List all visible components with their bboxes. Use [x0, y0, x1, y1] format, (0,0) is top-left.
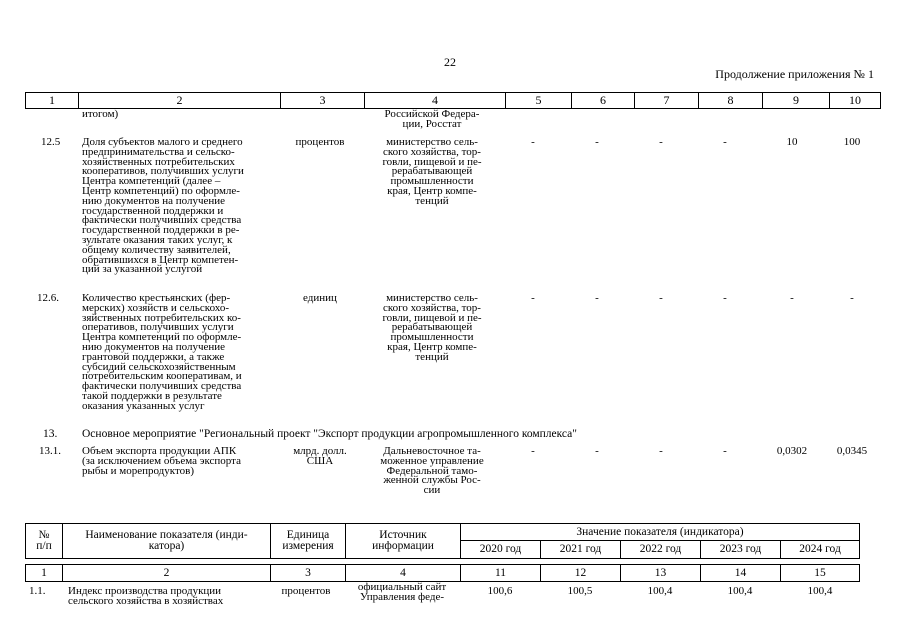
h-num: № п/п — [26, 524, 63, 559]
h-year-2024: 2024 год — [781, 541, 860, 559]
row-13-1-v7: - — [659, 445, 663, 457]
header-cell-10: 10 — [830, 93, 881, 109]
row-12-6-v6: - — [595, 292, 599, 304]
idx-13: 13 — [621, 565, 701, 582]
row-12-5-unit: процентов — [295, 136, 345, 148]
row-13-1-unit: млрд. долл. США — [293, 445, 347, 467]
row-12-5-v9: 10 — [786, 136, 798, 148]
row-1-1-v2024: 100,4 — [807, 585, 833, 597]
row-12-6-unit: единиц — [303, 292, 337, 304]
row-12-6-name: Количество крестьянских (фер- мерских) хозяйств и сельскохо- зяйственных потребительских ко- оперативов, получивших услуги Центра компетенций по оформле- нию документов на получение грантовой поддержки, а также субсидий сельскохозяйственным потребительским кооперативам, и фактически получивших средства такой поддержки в результате оказания указанных услуг — [82, 292, 242, 412]
h-year-2020: 2020 год — [461, 541, 541, 559]
section-13-num: 13. — [43, 428, 58, 440]
row-12-6-num: 12.6. — [37, 292, 59, 304]
idx-3: 3 — [271, 565, 346, 582]
row-12-5-num: 12.5 — [41, 136, 61, 148]
row-1-1-v2020: 100,6 — [487, 585, 513, 597]
h-year-2021: 2021 год — [541, 541, 621, 559]
header-cell-9: 9 — [763, 93, 830, 109]
continuation-label: Продолжение приложения № 1 — [715, 67, 874, 81]
idx-14: 14 — [701, 565, 781, 582]
table-header-top — [25, 92, 881, 109]
section-13-title: Основное мероприятие "Региональный проект "Экспорт продукции агропромышленного комплекса" — [82, 428, 577, 440]
row-12-5-v6: - — [595, 136, 599, 148]
row-12-6-source: министерство сель- ского хозяйства, тор- говли, пищевой и пе- рерабатывающей промышленности края, Центр компе- тенций — [382, 292, 482, 363]
header-cell-2: 2 — [79, 93, 281, 109]
page-number: 22 — [444, 55, 456, 69]
cont-row-source: Российской Федера- ции, Росстат — [384, 108, 480, 130]
row-12-6-v10: - — [850, 292, 854, 304]
row-13-1-v10: 0,0345 — [836, 445, 868, 457]
idx-12: 12 — [541, 565, 621, 582]
row-12-5-name: Доля субъектов малого и среднего предпринимательства и сельско- хозяйственных потребительских кооперативов, получивших услуги Центра компетенций (далее – Центр компетенций) по оформле- нию документов на получение государственной поддержки и фактически получивших средства государственной поддержки в ре- зультате оказания таких услуг, к общему количеству заявителей, обратившихся в Центр компетен- ций за указанной услугой — [82, 136, 244, 276]
row-12-6-v9: - — [790, 292, 794, 304]
idx-11: 11 — [461, 565, 541, 582]
row-12-6-v5: - — [531, 292, 535, 304]
h-name: Наименование показателя (инди- катора) — [63, 524, 271, 559]
row-13-1-v9: 0,0302 — [776, 445, 808, 457]
cont-row-name: итогом) — [82, 108, 119, 120]
h-value: Значение показателя (индикатора) — [461, 524, 860, 541]
row-12-5-v8: - — [723, 136, 727, 148]
row-12-5-v7: - — [659, 136, 663, 148]
header-cell-5: 5 — [506, 93, 572, 109]
row-13-1-name: Объем экспорта продукции АПК (за исключением объема экспорта рыбы и морепродуктов) — [82, 445, 241, 477]
header-cell-8: 8 — [699, 93, 763, 109]
row-13-1-v5: - — [531, 445, 535, 457]
idx-1: 1 — [26, 565, 63, 582]
table-header-second — [25, 523, 860, 582]
row-1-1-source: официальный сайт Управления феде- — [357, 581, 447, 603]
row-12-5-v10: 100 — [843, 136, 861, 148]
row-1-1-num: 1.1. — [29, 585, 46, 597]
h-year-2023: 2023 год — [701, 541, 781, 559]
row-12-6-v7: - — [659, 292, 663, 304]
header-cell-7: 7 — [635, 93, 699, 109]
row-13-1-v6: - — [595, 445, 599, 457]
header-cell-1: 1 — [26, 93, 79, 109]
idx-15: 15 — [781, 565, 860, 582]
row-12-5-v5: - — [531, 136, 535, 148]
idx-2: 2 — [63, 565, 271, 582]
h-year-2022: 2022 год — [621, 541, 701, 559]
row-13-1-num: 13.1. — [39, 445, 61, 457]
row-12-5-source: министерство сель- ского хозяйства, тор- говли, пищевой и пе- рерабатывающей промышленности края, Центр компе- тенций — [382, 136, 482, 207]
header-cell-6: 6 — [572, 93, 635, 109]
row-13-1-source: Дальневосточное та- моженное управление Федеральной тамо- женной службы Рос- сии — [380, 445, 484, 497]
row-1-1-unit: процентов — [281, 585, 331, 597]
row-1-1-name: Индекс производства продукции сельского хозяйства в хозяйствах — [68, 585, 224, 607]
idx-4: 4 — [346, 565, 461, 582]
row-1-1-v2023: 100,4 — [727, 585, 753, 597]
row-13-1-v8: - — [723, 445, 727, 457]
h-source: Источник информации — [346, 524, 461, 559]
h-unit: Единица измерения — [271, 524, 346, 559]
row-1-1-v2022: 100,4 — [647, 585, 673, 597]
row-12-6-v8: - — [723, 292, 727, 304]
row-1-1-v2021: 100,5 — [567, 585, 593, 597]
header-cell-4: 4 — [365, 93, 506, 109]
header-cell-3: 3 — [281, 93, 365, 109]
